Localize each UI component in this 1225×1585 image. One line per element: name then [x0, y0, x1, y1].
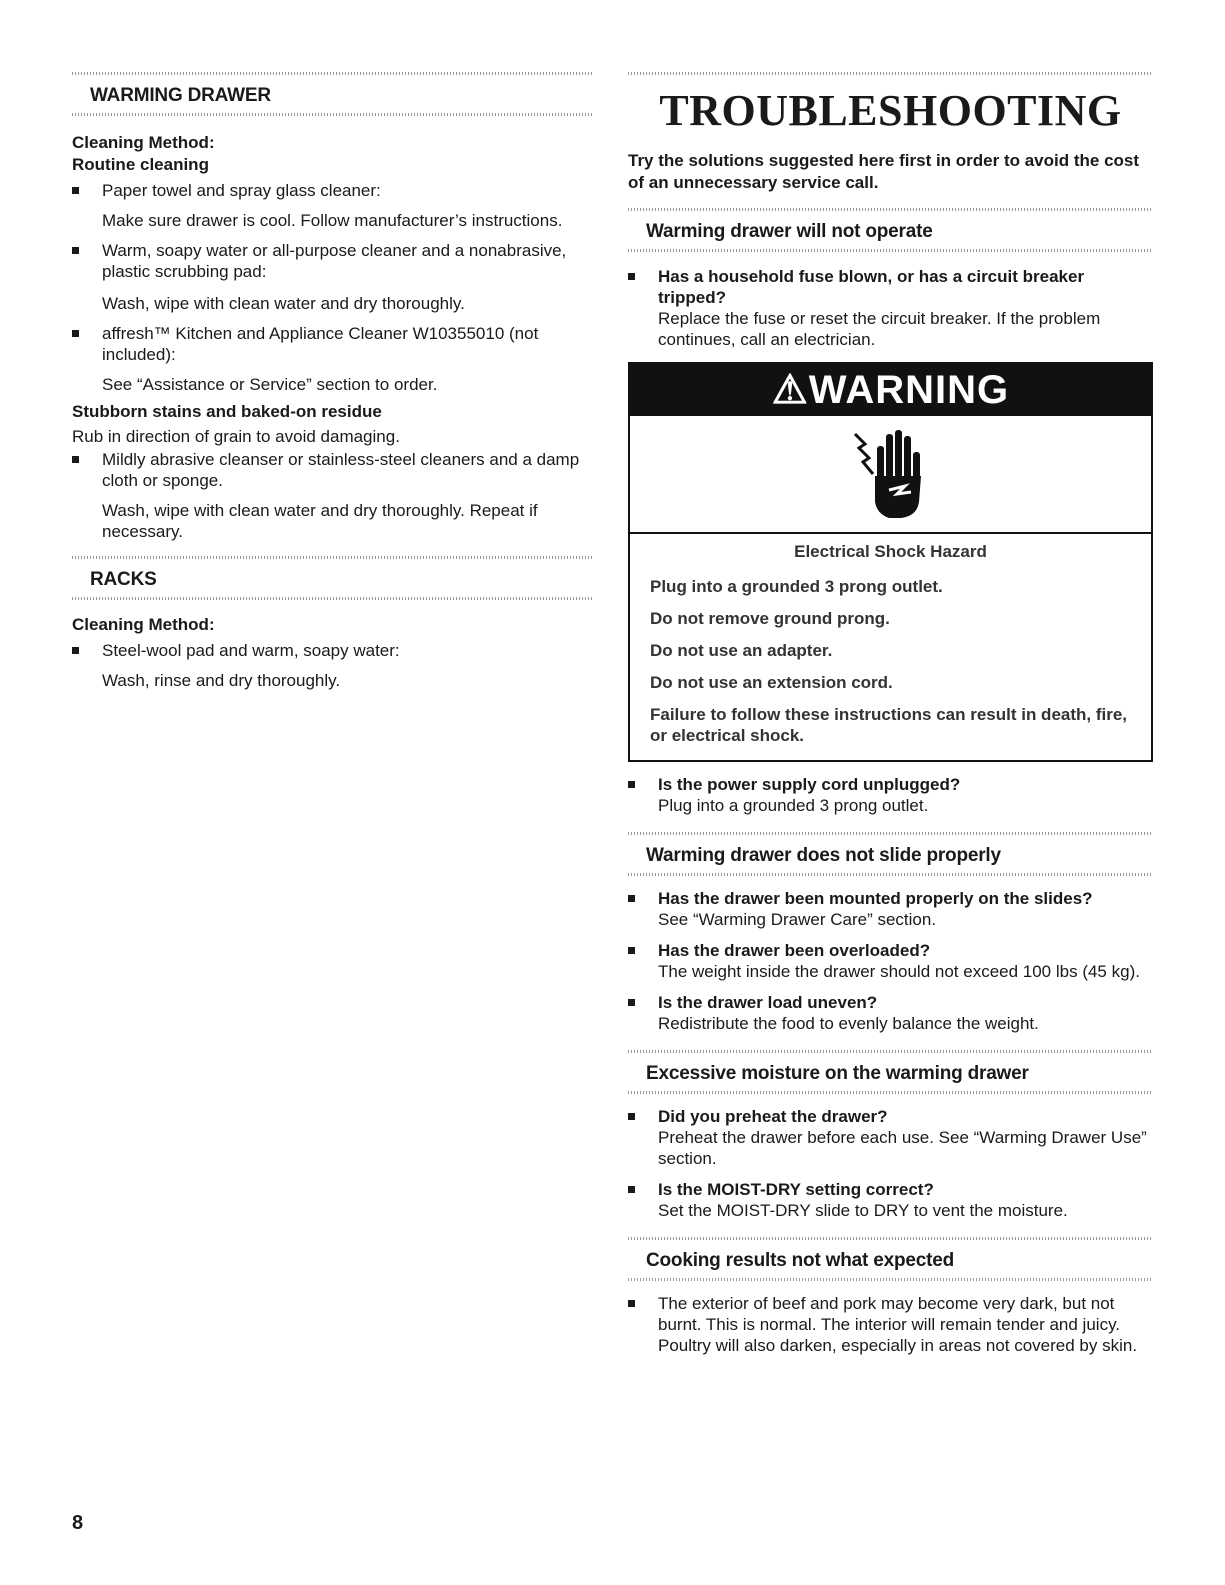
divider [628, 249, 1153, 252]
question: Has the drawer been overloaded? [628, 940, 1153, 961]
question: Is the power supply cord unplugged? [628, 774, 1153, 795]
question: Has the drawer been mounted properly on the slides? [628, 888, 1153, 909]
list-item [628, 1293, 1153, 1356]
list-item [628, 1106, 1153, 1169]
bullet-text: The exterior of beef and pork may become very dark, but not burnt. This is normal. The interior will remain tender and juicy. Poultry will also darken, especially in areas not covered by skin. [628, 1293, 1153, 1356]
cleaning-method-label: Cleaning Method: [72, 615, 215, 634]
warning-line: Do not use an extension cord. [650, 673, 893, 692]
question: Has a household fuse blown, or has a circuit breaker tripped? [628, 266, 1153, 308]
divider [628, 873, 1153, 876]
section-heading: Warming drawer will not operate [646, 221, 933, 242]
section-heading: Cooking results not what expected [646, 1250, 955, 1271]
stubborn-intro: Rub in direction of grain to avoid damaging. [72, 427, 400, 446]
question: Is the MOIST-DRY setting correct? [628, 1179, 1153, 1200]
answer: Plug into a grounded 3 prong outlet. [658, 796, 929, 815]
answer: Set the MOIST-DRY slide to DRY to vent the moisture. [658, 1201, 1068, 1220]
list-item [628, 266, 1153, 350]
divider [628, 1278, 1153, 1281]
list-item [72, 640, 594, 691]
right-column [628, 72, 1153, 1356]
cleaning-method-label: Cleaning Method: [72, 133, 215, 152]
divider [628, 72, 1153, 75]
warning-line: Do not use an adapter. [650, 641, 833, 660]
list-item [628, 940, 1153, 982]
warning-box [628, 362, 1153, 762]
stubborn-stains-heading: Stubborn stains and baked-on residue [72, 402, 382, 421]
bullet-subtext: Make sure drawer is cool. Follow manufacturer’s instructions. [102, 211, 563, 230]
divider [72, 113, 594, 116]
hazard-title: Electrical Shock Hazard [794, 542, 987, 561]
electrical-shock-hand-icon [630, 416, 1151, 534]
warning-line: Plug into a grounded 3 prong outlet. [650, 577, 943, 596]
section-heading-racks: RACKS [90, 569, 157, 590]
section-heading: Excessive moisture on the warming drawer [646, 1063, 1029, 1084]
warning-line: Failure to follow these instructions can result in death, fire, or electrical shock. [650, 705, 1128, 745]
question: Is the drawer load uneven? [628, 992, 1153, 1013]
bullet-subtext: Wash, wipe with clean water and dry thoroughly. Repeat if necessary. [102, 501, 538, 541]
answer: The weight inside the drawer should not exceed 100 lbs (45 kg). [658, 962, 1140, 981]
divider [72, 597, 594, 600]
warning-text [630, 534, 1151, 760]
answer: Preheat the drawer before each use. See “Warming Drawer Use” section. [658, 1128, 1147, 1168]
bullet-text: Steel-wool pad and warm, soapy water: [72, 640, 594, 661]
list-item [628, 888, 1153, 930]
bullet-text: Mildly abrasive cleanser or stainless-steel cleaners and a damp cloth or sponge. [72, 449, 594, 491]
bullet-text: Warm, soapy water or all-purpose cleaner and a nonabrasive, plastic scrubbing pad: [72, 240, 594, 282]
answer: Redistribute the food to evenly balance the weight. [658, 1014, 1039, 1033]
list-item [628, 992, 1153, 1034]
list-item [628, 774, 1153, 816]
page-title: TROUBLESHOOTING [659, 86, 1122, 135]
bullet-subtext: See “Assistance or Service” section to order. [102, 375, 438, 394]
list-item [72, 180, 594, 231]
bullet-subtext: Wash, wipe with clean water and dry thoroughly. [102, 294, 465, 313]
section-heading: Warming drawer does not slide properly [646, 845, 1001, 866]
list-item [628, 1179, 1153, 1221]
left-column [72, 72, 594, 691]
routine-cleaning-heading: Routine cleaning [72, 155, 209, 174]
bullet-subtext: Wash, rinse and dry thoroughly. [102, 671, 341, 690]
section-heading-warming-drawer: WARMING DRAWER [90, 85, 271, 106]
warning-line: Do not remove ground prong. [650, 609, 890, 628]
list-item [72, 449, 594, 542]
answer: See “Warming Drawer Care” section. [658, 910, 937, 929]
list-item [72, 240, 594, 314]
question: Did you preheat the drawer? [628, 1106, 1153, 1127]
warning-header: ⚠WARNING [630, 364, 1151, 416]
list-item [72, 323, 594, 395]
answer: Replace the fuse or reset the circuit breaker. If the problem continues, call an electrician. [658, 309, 1101, 349]
divider [628, 1091, 1153, 1094]
intro-text: Try the solutions suggested here first in order to avoid the cost of an unnecessary service call. [628, 151, 1140, 192]
page-number: 8 [72, 1512, 84, 1534]
bullet-text: affresh™ Kitchen and Appliance Cleaner W10355010 (not included): [72, 323, 594, 365]
bullet-text: Paper towel and spray glass cleaner: [72, 180, 594, 201]
